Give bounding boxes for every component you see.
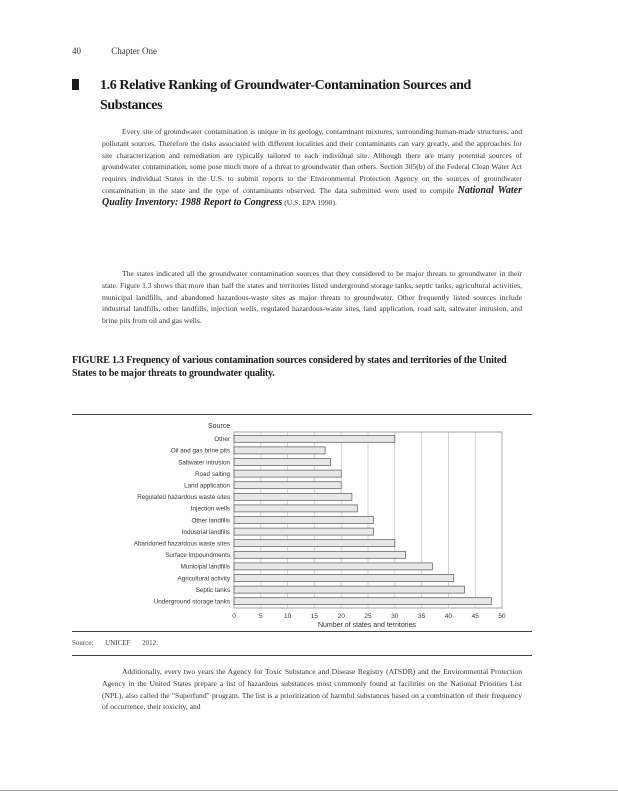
chart-bar: [234, 459, 330, 466]
chart-bar: [234, 435, 395, 442]
page-bottom-rule: [0, 790, 618, 791]
chart-category-label: Agricultural activity: [177, 575, 230, 583]
chart-category-label: Abandoned hazardous waste sites: [133, 540, 230, 548]
chart-category-label: Oil and gas brine pits: [170, 447, 230, 455]
chart-bar: [234, 482, 341, 489]
chart-x-tick-label: 35: [417, 613, 426, 620]
chart-x-tick-label: 0: [232, 613, 236, 620]
chart-x-axis-title: Number of states and territories: [317, 622, 417, 629]
chart-bar: [234, 517, 373, 524]
section-title: Relative Ranking of Groundwater-Contamination Sources and Substances: [100, 78, 471, 113]
paragraph-1: [102, 126, 522, 209]
chart-category-label: Land application: [184, 482, 230, 490]
chart-bar: [234, 575, 454, 582]
chart-category-labels: [134, 436, 231, 605]
chart-category-label: Industrial landfills: [181, 528, 230, 536]
chart-bar: [234, 528, 373, 535]
chart-x-tick-label: 20: [337, 613, 345, 620]
chart-bar: [234, 493, 352, 500]
paragraph-3: [102, 666, 522, 713]
chart-category-label: Surface impoundments: [165, 552, 230, 560]
source-bottom-rule: [72, 655, 532, 656]
chart-category-label: Septic tanks: [195, 586, 230, 594]
chart-bar: [234, 505, 357, 512]
section-heading: [100, 76, 520, 116]
chart-category-label: Saltwater intrusion: [178, 459, 230, 467]
chart-bar: [234, 563, 432, 570]
chart-category-label: Road salting: [194, 470, 230, 478]
paragraph-3-text: Additionally, every two years the Agency for Toxic Substance and Disease Registry (ATSDR) and the Environmental Protection Agency in the United States prepare a list of hazardous substances most commonly found at facilities on the National Priorities List (NPL), also called the "Superfund" program. The list is a prioritization of harmful substances based on a combination of their frequency of occurrence, their toxicity, and: [102, 667, 522, 712]
chart-x-tick-label: 50: [498, 613, 506, 620]
chart-x-tick-label: 25: [364, 613, 372, 620]
report-title: National Water Quality Inventory: 1988 Report to Congress: [102, 184, 523, 208]
chart-bars: [234, 435, 491, 604]
chart-bar: [234, 586, 464, 593]
figure-top-rule: [72, 414, 532, 415]
paragraph-2: [102, 268, 522, 327]
chart-category-label: Underground storage tanks: [153, 598, 230, 606]
chart-category-label: Municipal landfills: [180, 563, 230, 571]
figure-caption: [72, 354, 522, 380]
chart-bar: [234, 470, 341, 477]
chart-x-tick-label: 5: [258, 613, 263, 620]
chart-bar: [234, 447, 325, 454]
chart-bar: [234, 598, 491, 605]
chart-bar: [234, 540, 395, 547]
chart-category-label: Other: [214, 436, 230, 444]
chart-tick-labels: [232, 613, 506, 620]
chart-bar: [234, 551, 406, 558]
paragraph-1-citation: (U.S. EPA 1990).: [284, 197, 337, 207]
chart-x-tick-label: 15: [310, 613, 319, 620]
chart-category-label: Other landfills: [191, 517, 230, 525]
page-number: 40: [72, 46, 81, 56]
paragraph-1-text: Every site of groundwater contamination is unique in its geology, contaminant mixtures, surrounding human-made structures, and pollutant sources. Therefore the risks associated with different localities and their contaminants can vary greatly, and the approaches for site characterization and remediation are typically tailored to each individual site. Although there are many potential sources of groundwater contamination, some pose much more of a threat to groundwater than others. Section 305(b) of the Federal Clean Water Act requires individual States in the U.S. to submit reports to the Environmental Protection Agency on the sources of groundwater contamination in the state and the type of contaminants observed. The data submitted were used to compile: [102, 127, 522, 195]
figure-label: FIGURE 1.3: [72, 355, 124, 366]
chart-category-label: Injection wells: [190, 505, 230, 513]
chart-category-label: Regulated hazardous waste sites: [137, 494, 230, 502]
running-header: [72, 46, 185, 56]
chart-x-tick-label: 45: [471, 613, 479, 620]
source-organization: UNICEF: [105, 639, 131, 647]
figure-caption-text: Frequency of various contamination sources considered by states and territories of the United States to be major threats to groundwater quality.: [72, 355, 507, 379]
contamination-sources-chart: [0, 416, 618, 636]
source-prefix: Source:: [72, 639, 94, 647]
section-number: 1.6: [100, 78, 117, 93]
section-marker-icon: [72, 79, 79, 90]
chart-x-tick-label: 30: [391, 613, 399, 620]
paragraph-2-text: The states indicated all the groundwater contamination sources that they considered to be major threats to groundwater in their state. Figure 1.3 shows that more than half the states and territories listed underground storage tanks, septic tanks, agricultural activities, municipal landfills, and abandoned hazardous-waste sites as major threats to groundwater. Other frequently listed sources include industrial landfills, other landfills, injection wells, regulated hazardous-waste sites, land application, road salt, saltwater intrusion, and brine pits from oil and gas wells.: [102, 269, 522, 326]
chapter-label: Chapter One: [111, 46, 157, 56]
chart-x-tick-label: 10: [283, 613, 292, 620]
chart-x-tick-label: 40: [444, 613, 453, 620]
figure-bottom-rule: [72, 631, 532, 632]
figure-source: [72, 639, 168, 647]
chart-y-axis-title: Source: [208, 423, 231, 430]
source-year: 2012.: [142, 639, 158, 647]
